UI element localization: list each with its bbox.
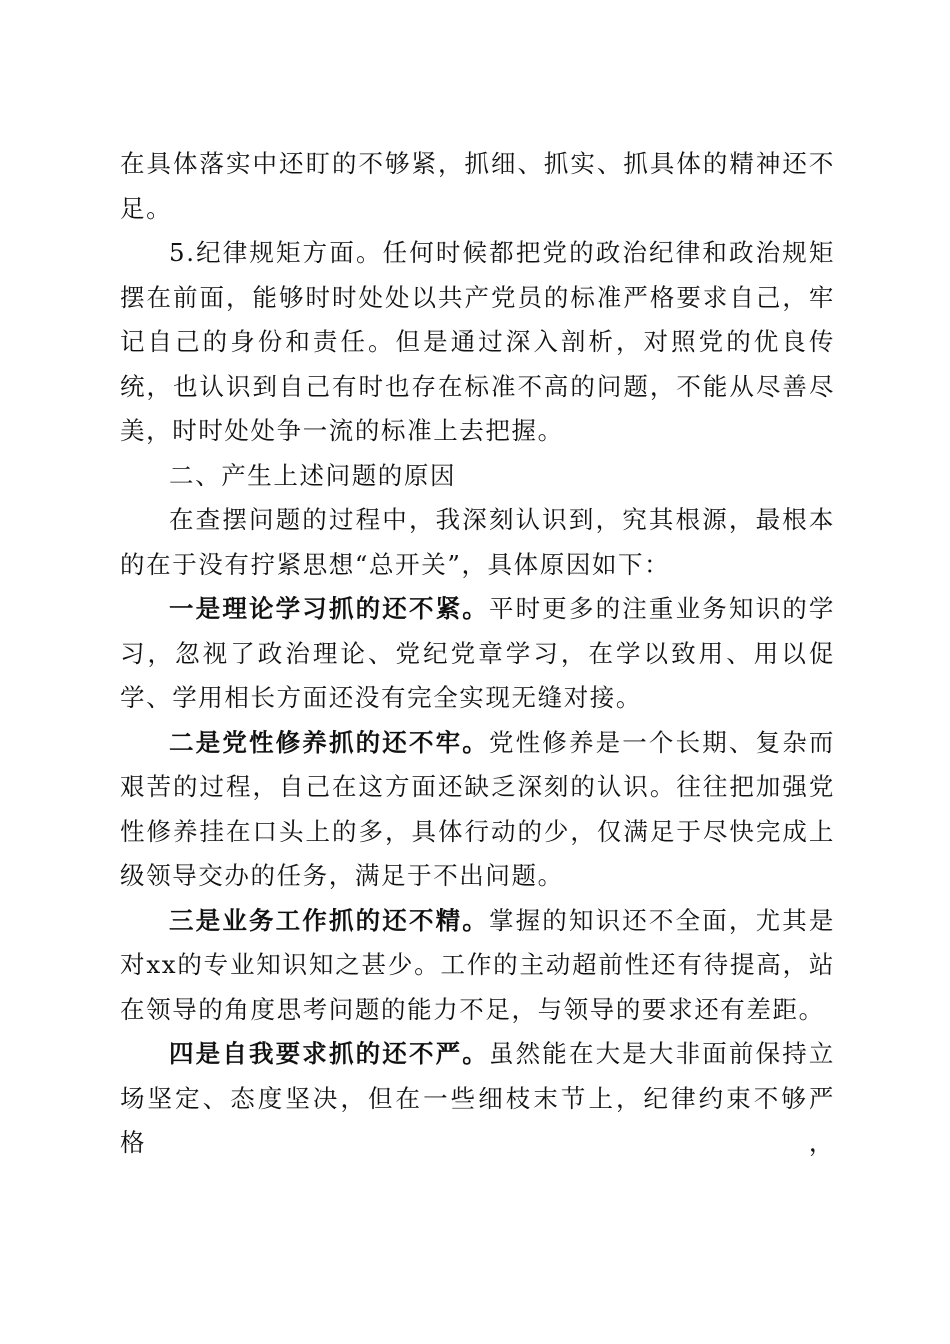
document-body (120, 142, 835, 1166)
reason-lead-3: 三是业务工作抓的还不精。 (169, 905, 489, 935)
continuation-paragraph: 在具体落实中还盯的不够紧，抓细、抓实、抓具体的精神还不足。 (120, 149, 835, 223)
reason-body-4: 虽然能在大是大非面前保持立场坚定、态度坚决，但在一些细枝末节上，纪律约束不够严格， (120, 1039, 835, 1157)
reason-body-2: 党性修养是一个长期、复杂而艰苦的过程，自己在这方面还缺乏深刻的认识。往往把加强党性修养挂在口头上的多，具体行动的少，仅满足于尽快完成上级领导交办的任务，满足于不出问题。 (120, 727, 835, 890)
reason-body-1: 平时更多的注重业务知识的学习，忽视了政治理论、党纪党章学习，在学以致用、用以促学、学用相长方面还没有完全实现无缝对接。 (120, 594, 835, 712)
reason-body-3: 掌握的知识还不全面，尤其是对xx的专业知识知之甚少。工作的主动超前性还有待提高，站在领导的角度思考问题的能力不足，与领导的要求还有差距。 (120, 905, 835, 1024)
reason-paragraph-1 (120, 587, 835, 721)
reason-paragraph-4 (120, 1032, 835, 1166)
reason-lead-1: 一是理论学习抓的还不紧。 (169, 594, 489, 623)
reason-paragraph-2 (120, 721, 835, 899)
reason-paragraph-3 (120, 899, 835, 1033)
intro-paragraph: 在查摆问题的过程中，我深刻认识到，究其根源，最根本的在于没有拧紧思想“总开关”，具体原因如下： (120, 505, 835, 579)
reason-lead-2: 二是党性修养抓的还不牢。 (169, 727, 489, 757)
section-heading: 二、产生上述问题的原因 (169, 460, 457, 490)
discipline-rules-paragraph: 5.纪律规矩方面。任何时候都把党的政治纪律和政治规矩摆在前面，能够时时处处以共产党员的标准严格要求自己，牢记自己的身份和责任。但是通过深入剖析，对照党的优良传统，也认识到自己有时也存在标准不高的问题，不能从尽善尽美，时时处处争一流的标准上去把握。 (120, 238, 835, 445)
reason-lead-4: 四是自我要求抓的还不严。 (169, 1039, 489, 1068)
